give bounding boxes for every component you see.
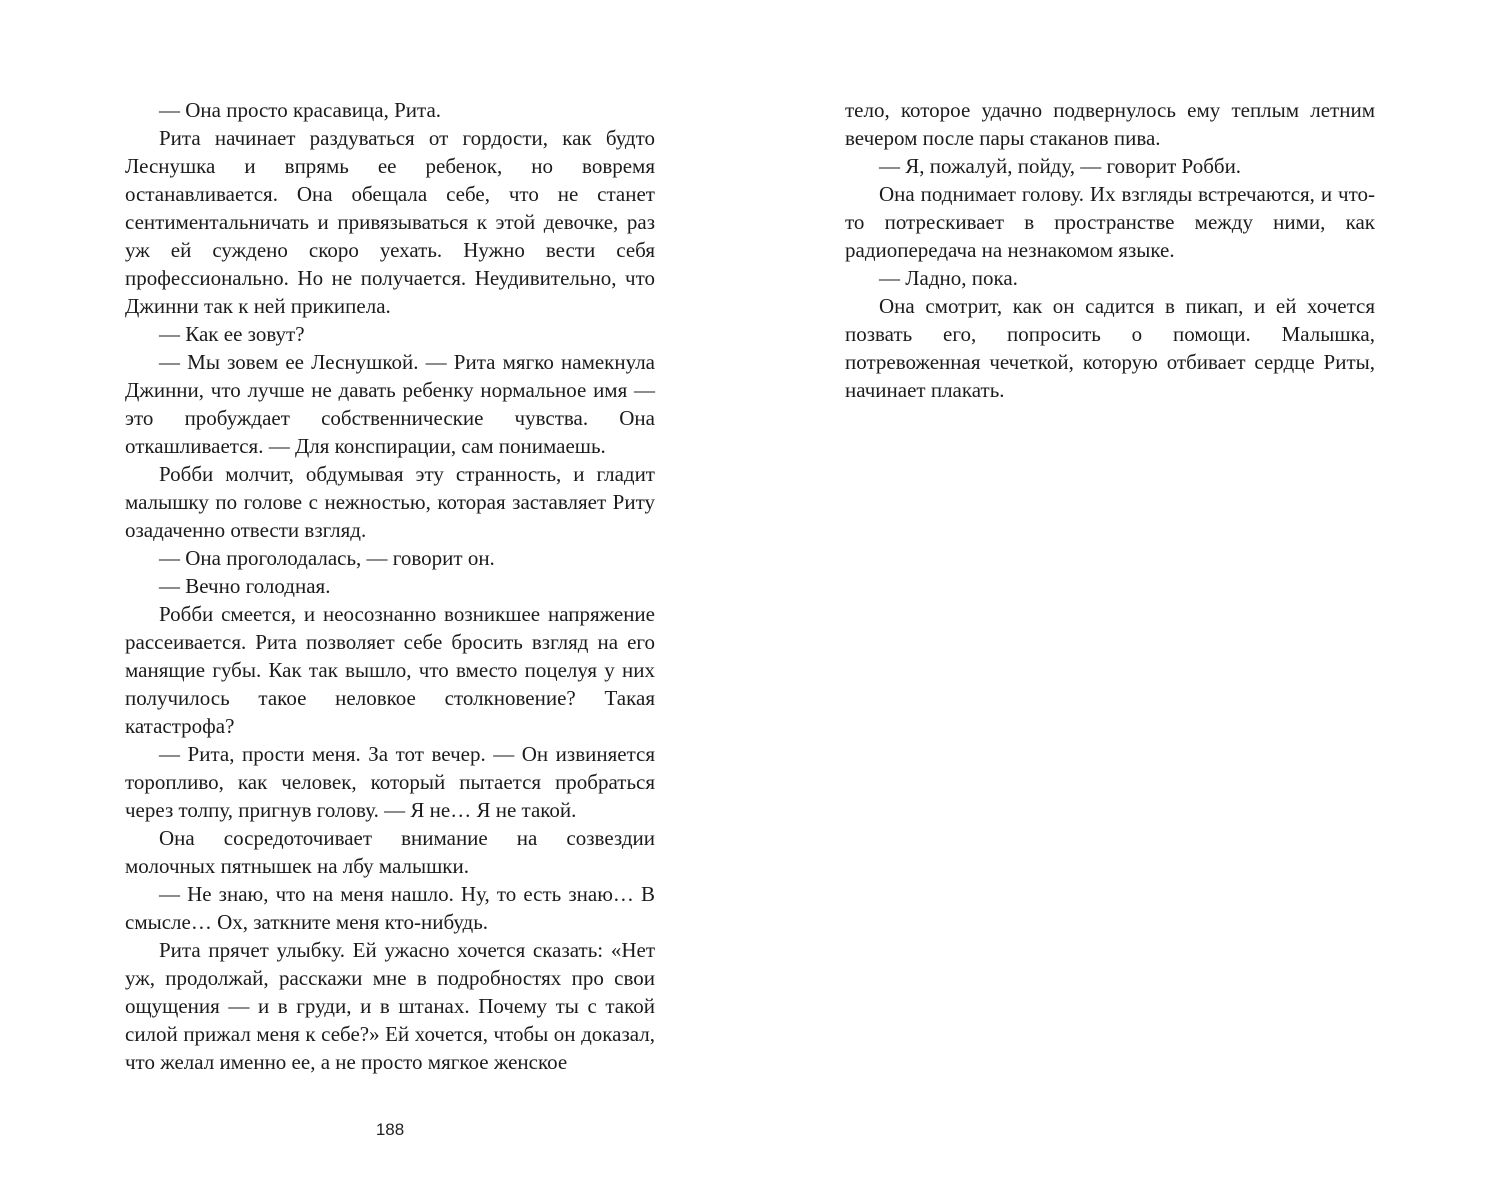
paragraph-continuation: тело, которое удачно подвернулось ему теплым летним вечером после пары стаканов пива. — [845, 98, 1375, 150]
paragraph: Она поднимает голову. Их взгляды встречаются, и что-то потрескивает в пространстве между ними, как радиопередача на незнакомом языке. — [845, 182, 1375, 262]
paragraph: — Рита, прости меня. За тот вечер. — Он извиняется торопливо, как человек, который пытается пробраться через толпу, пригнув голову. — Я не… Я не такой. — [125, 742, 655, 822]
paragraph: — Как ее зовут? — [159, 322, 305, 346]
paragraph: Рита прячет улыбку. Ей ужасно хочется сказать: «Нет уж, продолжай, расскажи мне в подробностях про свои ощущения — и в груди, и в штанах. Почему ты с такой силой прижал меня к себе?» Ей хочется, чтобы он доказал, что желал именно ее, а не просто мягкое женское — [125, 938, 655, 1074]
right-page — [845, 96, 1375, 404]
paragraph: — Она проголодалась, — говорит он. — [159, 546, 495, 570]
paragraph: — Ладно, пока. — [879, 266, 1018, 290]
paragraph: Рита начинает раздуваться от гордости, как будто Леснушка и впрямь ее ребенок, но вовремя останавливается. Она обещала себе, что не станет сентиментальничать и привязываться к этой девочке, раз уж ей суждено скоро уехать. Нужно вести себя профессионально. Но не получается. Неудивительно, что Джинни так к ней прикипела. — [125, 126, 655, 318]
paragraph: — Вечно голодная. — [159, 574, 331, 598]
paragraph: Она смотрит, как он садится в пикап, и ей хочется позвать его, попросить о помощи. Малышка, потревоженная чечеткой, которую отбивает сердце Риты, начинает плакать. — [845, 294, 1375, 402]
paragraph: — Мы зовем ее Леснушкой. — Рита мягко намекнула Джинни, что лучше не давать ребенку нормальное имя — это пробуждает собственнические чувства. Она откашливается. — Для конспирации, сам понимаешь. — [125, 350, 655, 458]
paragraph: — Не знаю, что на меня нашло. Ну, то есть знаю… В смысле… Ох, заткните меня кто-нибудь. — [125, 882, 655, 934]
paragraph: Она сосредоточивает внимание на созвездии молочных пятнышек на лбу малышки. — [125, 826, 655, 878]
page-number: 188 — [375, 1120, 405, 1139]
paragraph: Робби смеется, и неосознанно возникшее напряжение рассеивается. Рита позволяет себе бросить взгляд на его манящие губы. Как так вышло, что вместо поцелуя у них получилось такое неловкое столкновение? Такая катастрофа? — [125, 602, 655, 738]
paragraph: — Она просто красавица, Рита. — [159, 98, 442, 122]
left-page — [125, 96, 655, 1076]
paragraph: — Я, пожалуй, пойду, — говорит Робби. — [879, 154, 1242, 178]
paragraph: Робби молчит, обдумывая эту странность, и гладит малышку по голове с нежностью, которая заставляет Риту озадаченно отвести взгляд. — [125, 462, 655, 542]
